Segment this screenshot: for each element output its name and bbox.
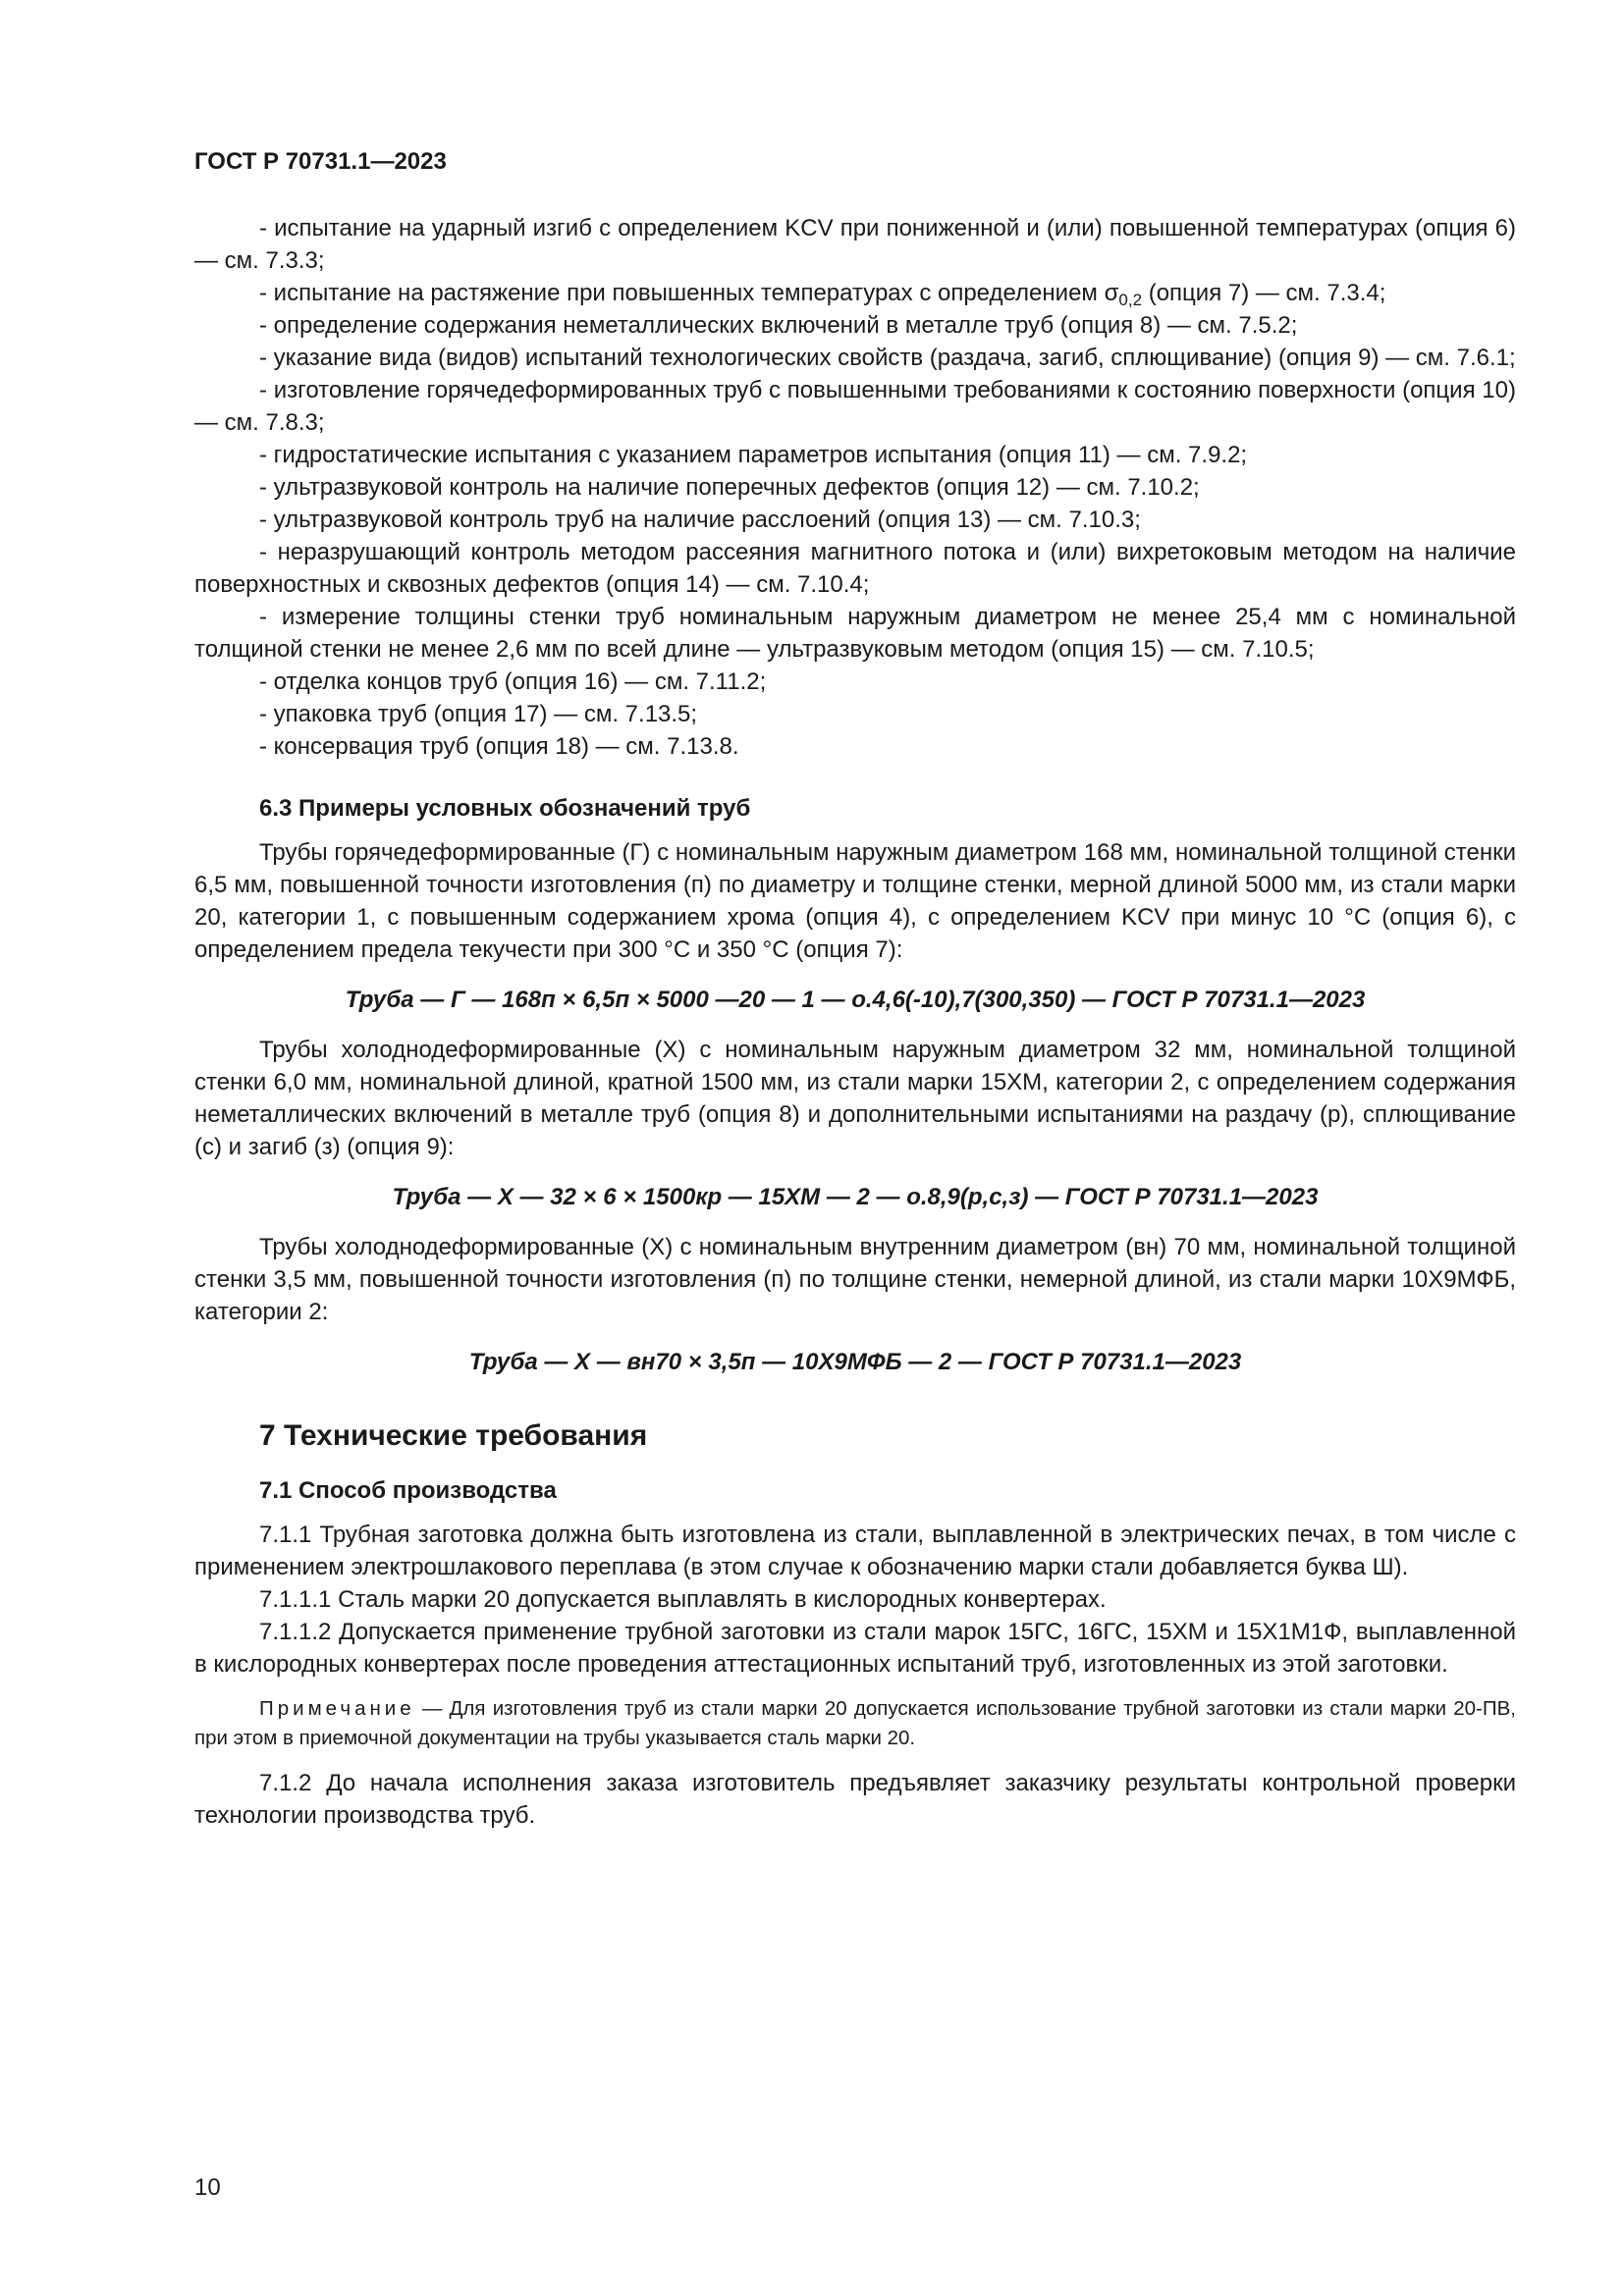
- paragraph-7-1-2: 7.1.2 До начала исполнения заказа изготовитель предъявляет заказчику результаты контрольной проверки технологии производства труб.: [194, 1770, 1516, 1829]
- section-7-heading: 7 Технические требования: [259, 1419, 648, 1452]
- list-item-text: - испытание на растяжение при повышенных температурах с определением σ: [259, 280, 1119, 306]
- list-item: - указание вида (видов) испытаний технологических свойств (раздача, загиб, сплющивание) (опция 9) — см. 7.6.1;: [259, 345, 1516, 371]
- list-item: - неразрушающий контроль методом рассеяния магнитного потока и (или) вихретоковым методом на наличие поверхностных и сквозных дефектов (опция 14) — см. 7.10.4;: [194, 539, 1516, 598]
- paragraph-7-1-1: 7.1.1 Трубная заготовка должна быть изготовлена из стали, выплавленной в электрических печах, в том числе с применением электрошлакового переплава (в этом случае к обозначению марки стали добавляется буква Ш).: [194, 1522, 1516, 1580]
- note-text: — Для изготовления труб из стали марки 20 допускается использование трубной заготовки из стали марки 20-ПВ, при этом в приемочной документации на трубы указывается сталь марки 20.: [194, 1697, 1516, 1749]
- note-label: Примечание: [259, 1697, 415, 1720]
- example-2-text: Трубы холоднодеформированные (Х) с номинальным наружным диаметром 32 мм, номинальной толщиной стенки 6,0 мм, номинальной длиной, кратной 1500 мм, из стали марки 15ХМ, категории 2, с определением содержания неметаллических включений в металле труб (опция 8) и дополнительными испытаниями на раздачу (р), сплющивание (с) и загиб (з) (опция 9):: [194, 1037, 1516, 1160]
- paragraph-7-1-1-1: 7.1.1.1 Сталь марки 20 допускается выплавлять в кислородных конвертерах.: [259, 1586, 1107, 1613]
- document-header: ГОСТ Р 70731.1—2023: [194, 148, 447, 175]
- list-item: - измерение толщины стенки труб номинальным наружным диаметром не менее 25,4 мм с номинальной толщиной стенки не менее 2,6 мм по всей длине — ультразвуковым методом (опция 15) — см. 7.10.5;: [194, 604, 1516, 663]
- list-item: - упаковка труб (опция 17) — см. 7.13.5;: [259, 701, 698, 727]
- list-item: - ультразвуковой контроль труб на наличие расслоений (опция 13) — см. 7.10.3;: [259, 507, 1141, 533]
- example-3-designation: Труба — Х — вн70 × 3,5п — 10Х9МФБ — 2 — ГОСТ Р 70731.1—2023: [468, 1349, 1242, 1375]
- note: [194, 1694, 1516, 1753]
- section-6-3-heading: 6.3 Примеры условных обозначений труб: [259, 795, 751, 822]
- list-item: - консервация труб (опция 18) — см. 7.13.8.: [259, 733, 739, 760]
- list-item: - определение содержания неметаллических включений в металле труб (опция 8) — см. 7.5.2;: [259, 312, 1298, 339]
- list-item: - ультразвуковой контроль на наличие поперечных дефектов (опция 12) — см. 7.10.2;: [259, 474, 1200, 501]
- list-item: - гидростатические испытания с указанием параметров испытания (опция 11) — см. 7.9.2;: [259, 442, 1248, 468]
- example-2-designation: Труба — Х — 32 × 6 × 1500кр — 15ХМ — 2 — о.8,9(р,с,з) — ГОСТ Р 70731.1—2023: [392, 1184, 1319, 1210]
- section-7-1-heading: 7.1 Способ производства: [259, 1477, 557, 1504]
- options-list: [194, 212, 1516, 763]
- example-3-text: Трубы холоднодеформированные (Х) с номинальным внутренним диаметром (вн) 70 мм, номинальной толщиной стенки 3,5 мм, повышенной точности изготовления (п) по толщине стенки, немерной длиной, из стали марки 10Х9МФБ, категории 2:: [194, 1234, 1516, 1325]
- list-item: - изготовление горячедеформированных труб с повышенными требованиями к состоянию поверхности (опция 10) — см. 7.8.3;: [194, 377, 1516, 436]
- list-item: - испытание на ударный изгиб с определением KCV при пониженной и (или) повышенной температурах (опция 6) — см. 7.3.3;: [194, 215, 1516, 274]
- example-1-designation: Труба — Г — 168п × 6,5п × 5000 —20 — 1 — о.4,6(-10),7(300,350) — ГОСТ Р 70731.1—2023: [345, 987, 1366, 1013]
- list-item: - отделка концов труб (опция 16) — см. 7.11.2;: [259, 668, 767, 695]
- page-number: 10: [194, 2174, 221, 2201]
- list-item-text: (опция 7) — см. 7.3.4;: [1142, 280, 1386, 306]
- subscript: 0,2: [1118, 291, 1143, 309]
- list-item: [194, 277, 1516, 309]
- document-page: [194, 147, 1516, 1832]
- example-1-text: Трубы горячедеформированные (Г) с номинальным наружным диаметром 168 мм, номинальной толщиной стенки 6,5 мм, повышенной точности изготовления (п) по диаметру и толщине стенки, мерной длиной 5000 мм, из стали марки 20, категории 1, с повышенным содержанием хрома (опция 4), с определением KCV при минус 10 °С (опция 6), с определением предела текучести при 300 °С и 350 °С (опция 7):: [194, 839, 1516, 963]
- paragraph-7-1-1-2: 7.1.1.2 Допускается применение трубной заготовки из стали марок 15ГС, 16ГС, 15ХМ и 15Х1М1Ф, выплавленной в кислородных конвертерах после проведения аттестационных испытаний труб, изготовленных из этой заготовки.: [194, 1619, 1516, 1678]
